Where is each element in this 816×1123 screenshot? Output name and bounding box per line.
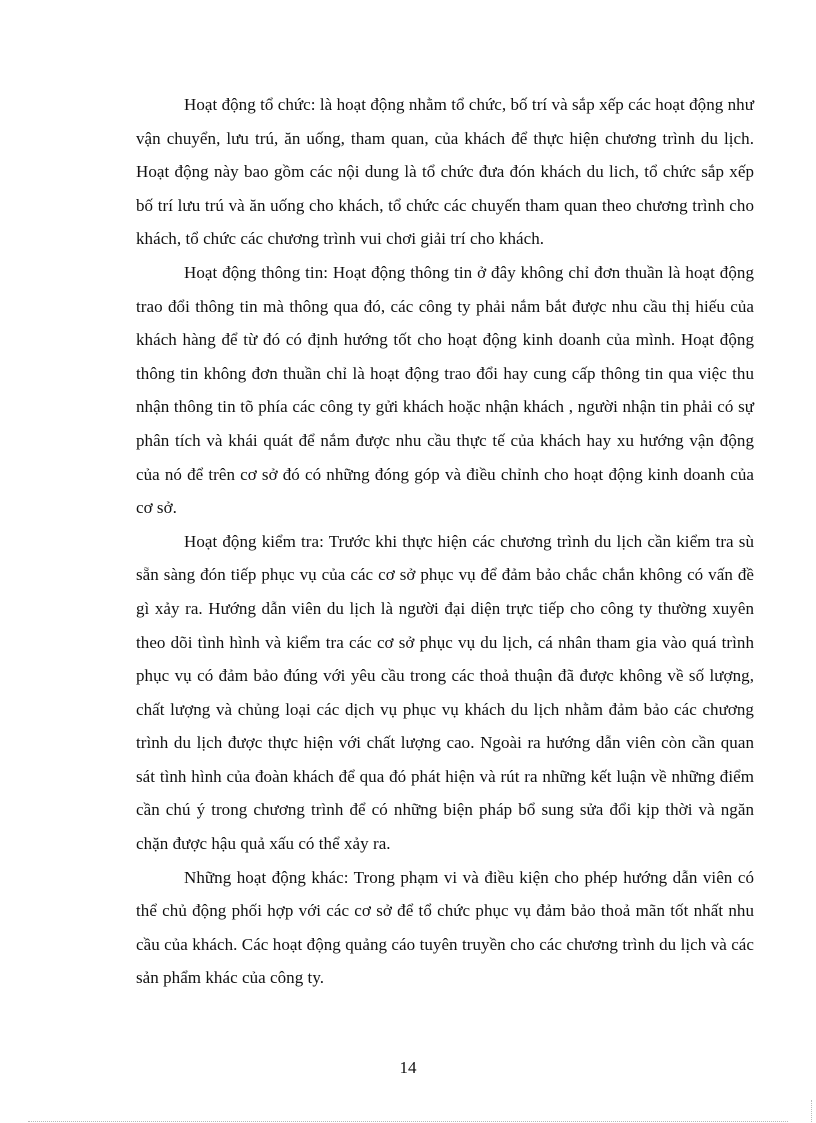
page-number: 14 <box>399 1058 417 1077</box>
page-body <box>136 88 754 995</box>
paragraph-other-activities: Những hoạt động khác: Trong phạm vi và điều kiện cho phép hướng dẫn viên có thể chủ động phối hợp với các cơ sở để tổ chức phục vụ đảm bảo thoả mãn tốt nhất nhu cầu của khách. Các hoạt động quảng cáo tuyên truyền cho các chương trình du lịch và các sản phẩm khác của công ty. <box>136 867 754 988</box>
paragraph-organizing-activities: Hoạt động tổ chức: là hoạt động nhằm tổ chức, bố trí và sắp xếp các hoạt động như vận chuyển, lưu trú, ăn uống, tham quan, của khách để thực hiện chương trình du lịch. Hoạt động này bao gồm các nội dung là tổ chức đưa đón khách du lich, tổ chức sắp xếp bố trí lưu trú và ăn uống cho khách, tổ chức các chuyến tham quan theo chương trình cho khách, tổ chức các chương trình vui chơi giải trí cho khách. <box>136 95 754 249</box>
page-right-border <box>811 1100 812 1122</box>
paragraph-information-activities: Hoạt động thông tin: Hoạt động thông tin ở đây không chỉ đơn thuần là hoạt động trao đổi thông tin mà thông qua đó, các công ty phải nắm bắt được nhu cầu thị hiếu của khách hàng để từ đó có định hướng tốt cho hoạt động kinh doanh của mình. Hoạt động thông tin không đơn thuần chỉ là hoạt động trao đổi hay cung cấp thông tin qua việc thu nhận thông tin tõ phía các công ty gửi khách hoặc nhận khách , người nhận tin phải có sự phân tích và khái quát để nắm được nhu cầu thực tế của khách hay xu hướng vận động của nó để trên cơ sở đó có những đóng góp và điều chỉnh cho hoạt động kinh doanh của cơ sở. <box>136 262 754 518</box>
paragraph-inspection-activities: Hoạt động kiểm tra: Trước khi thực hiện các chương trình du lịch cần kiểm tra sù sẵn sàng đón tiếp phục vụ của các cơ sở phục vụ để đảm bảo chắc chắn không có vấn đề gì xảy ra. Hướng dẫn viên du lịch là người đại diện trực tiếp cho công ty thường xuyên theo dõi tình hình và kiểm tra các cơ sở phục vụ du lịch, cá nhân tham gia vào quá trình phục vụ có đảm bảo đúng với yêu cầu trong các thoả thuận đã được không về số lượng, chất lượng và chủng loại các dịch vụ phục vụ khách du lịch nhằm đảm bảo các chương trình du lịch được thực hiện với chất lượng cao. Ngoài ra hướng dẫn viên còn cần quan sát tình hình của đoàn khách để qua đó phát hiện và rút ra những kết luận về những điểm cần chú ý trong chương trình để có những biện pháp bổ sung sửa đổi kịp thời và ngăn chặn được hậu quả xấu có thể xảy ra. <box>136 531 754 854</box>
page-bottom-border <box>28 1121 788 1122</box>
